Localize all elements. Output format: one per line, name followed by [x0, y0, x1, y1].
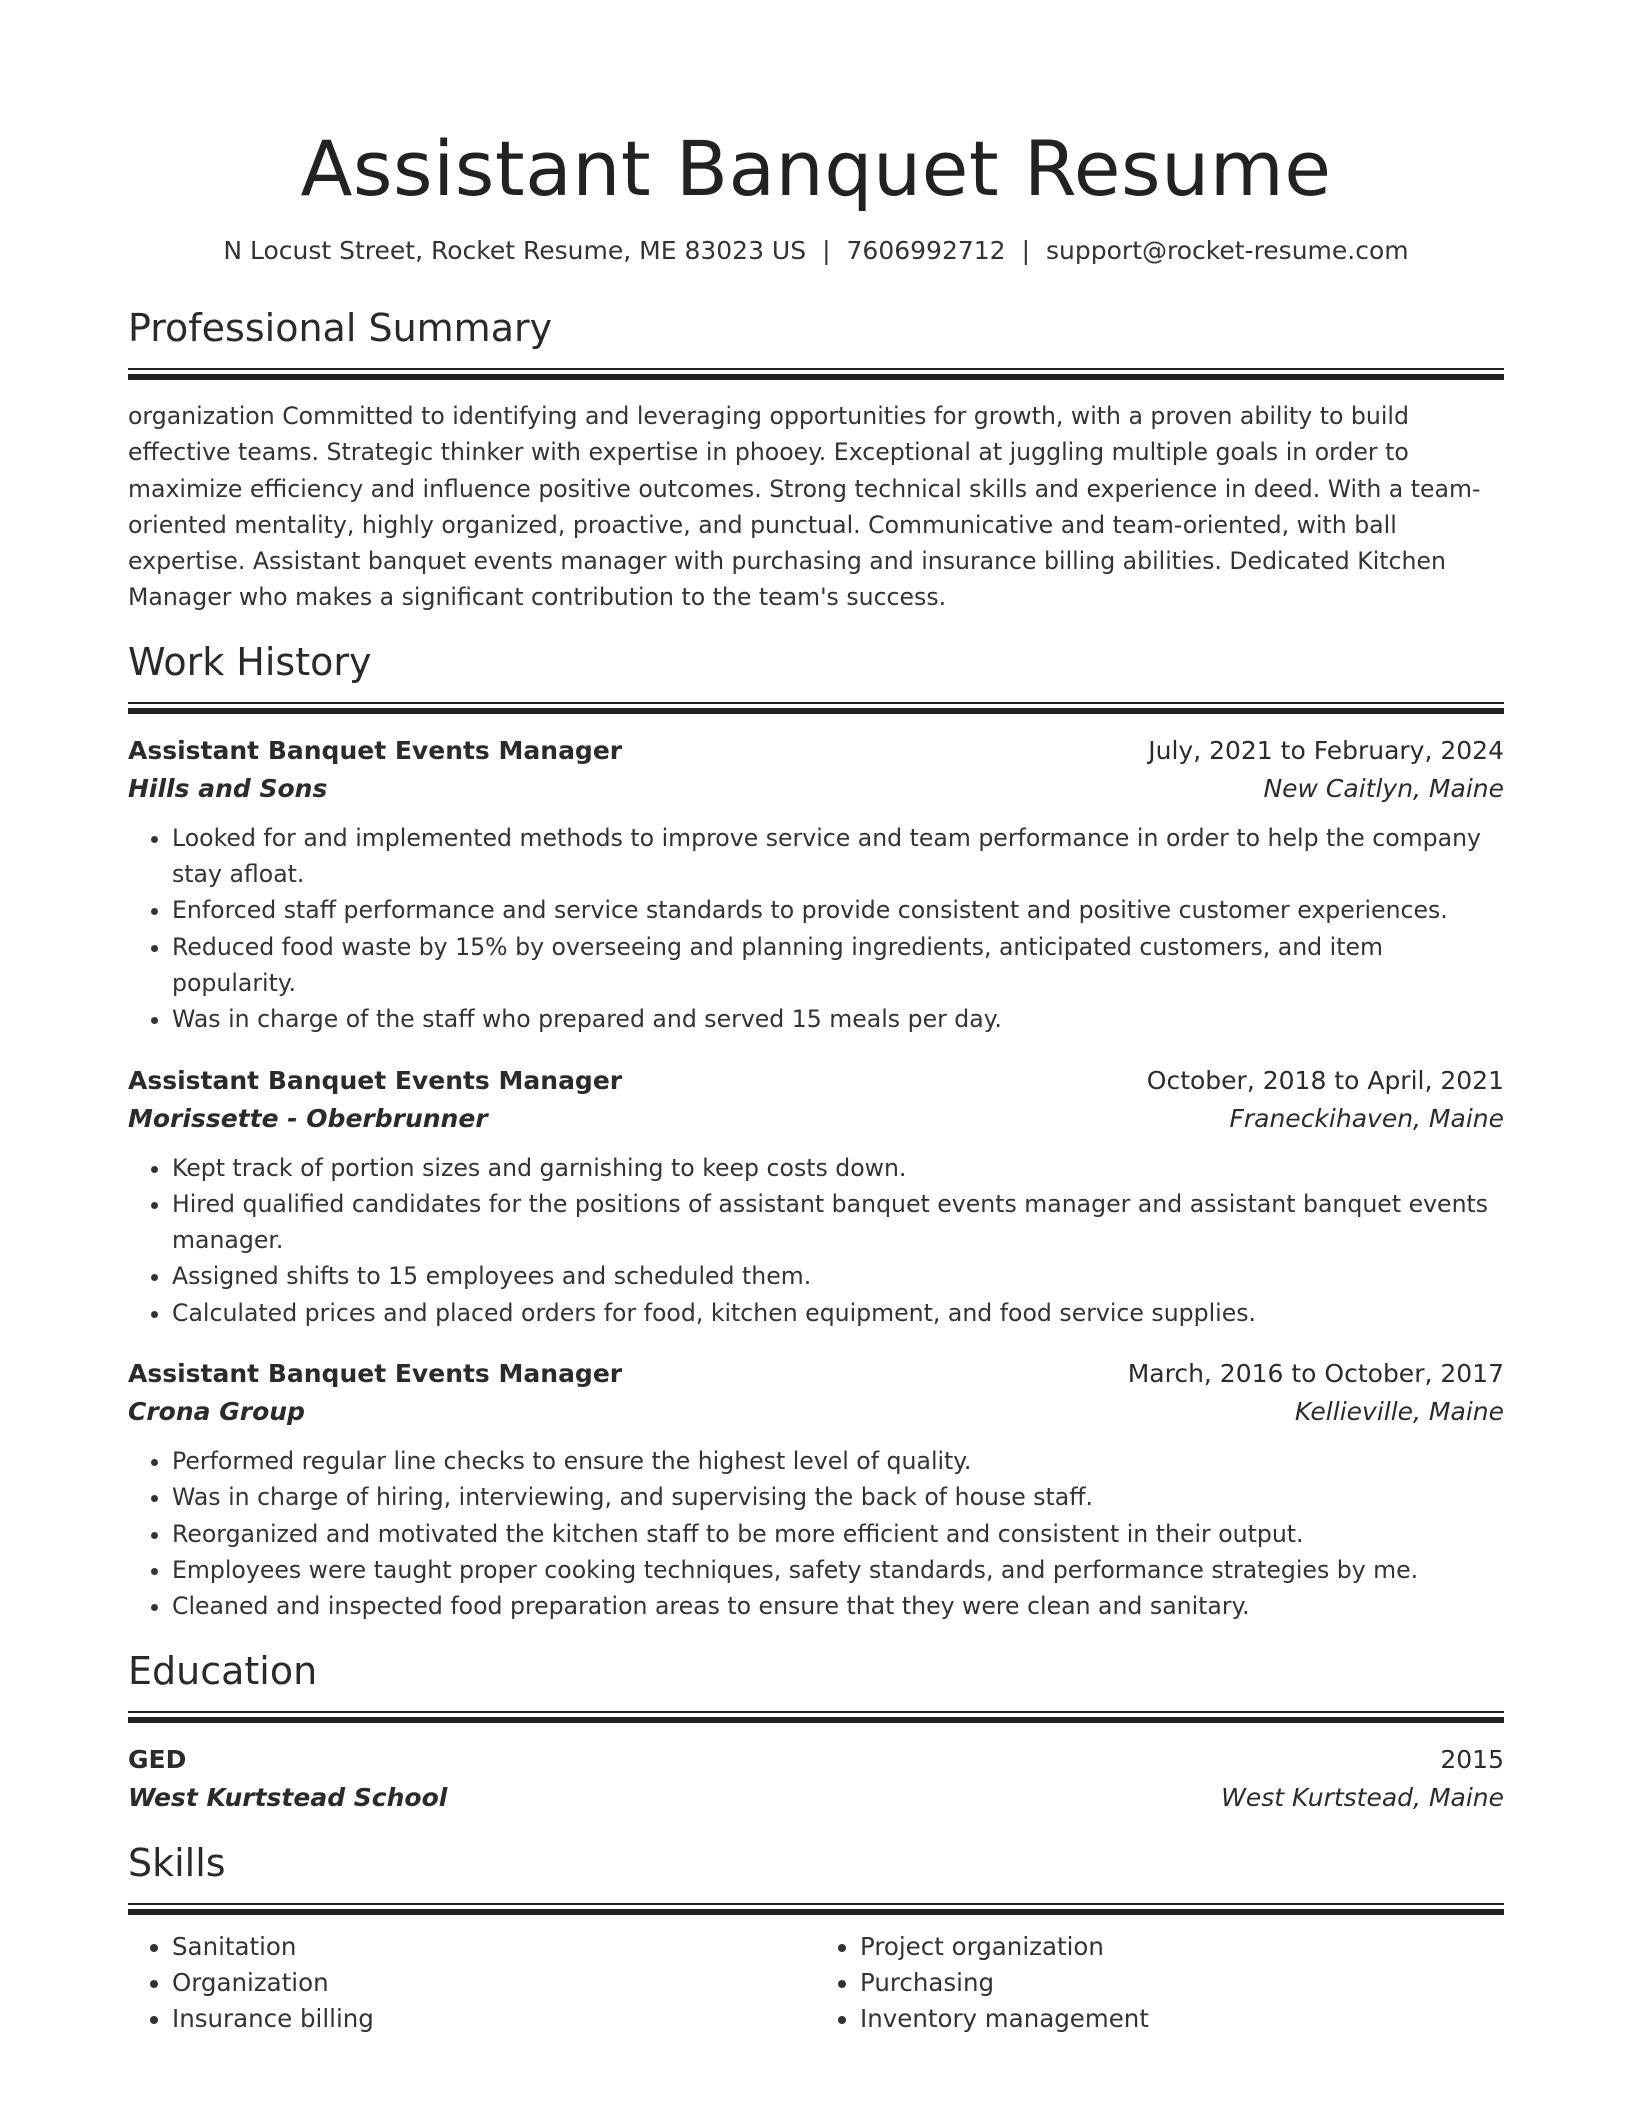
skills-list-left — [128, 1929, 816, 2037]
job-company-row — [128, 770, 1504, 808]
job-bullets — [128, 1443, 1504, 1624]
education-heading: Education — [128, 1648, 318, 1693]
education-section — [128, 1647, 1504, 1817]
skill-item: • Organization — [172, 1965, 816, 2001]
job-bullets — [128, 1150, 1504, 1331]
resume-name: Assistant Banquet Resume — [300, 124, 1332, 213]
list-item: • Calculated prices and placed orders for food, kitchen equipment, and food service supplies. — [172, 1295, 1504, 1331]
skill-item: • Sanitation — [172, 1929, 816, 1965]
job-header-row — [128, 1355, 1504, 1393]
job-bullets — [128, 820, 1504, 1038]
skills-columns — [128, 1929, 1504, 2037]
skill-item: • Inventory management — [860, 2001, 1504, 2037]
list-item: • Looked for and implemented methods to improve service and team performance in order to help the company stay afloat. — [172, 820, 1504, 893]
list-item: • Enforced staff performance and service standards to provide consistent and positive customer experiences. — [172, 892, 1504, 928]
contact-line — [128, 234, 1504, 268]
address: N Locust Street, Rocket Resume, ME 83023 US — [223, 236, 807, 265]
job-location: Kellieville, Maine — [1294, 1397, 1504, 1427]
job-entry — [128, 1062, 1504, 1331]
job-entry — [128, 1355, 1504, 1624]
section-divider — [128, 368, 1504, 380]
section-divider — [128, 1711, 1504, 1723]
company-name: Morissette - Oberbrunner — [128, 1103, 488, 1133]
list-item: • Kept track of portion sizes and garnishing to keep costs down. — [172, 1150, 1504, 1186]
phone: 7606992712 — [846, 236, 1006, 265]
list-item: • Reorganized and motivated the kitchen staff to be more efficient and consistent in their output. — [172, 1516, 1504, 1552]
summary-heading: Professional Summary — [128, 306, 553, 350]
list-item: • Cleaned and inspected food preparation areas to ensure that they were clean and sanitary. — [172, 1588, 1504, 1624]
skill-item: • Insurance billing — [172, 2001, 816, 2037]
skill-item: • Purchasing — [860, 1965, 1504, 2001]
list-item: • Was in charge of the staff who prepared and served 15 meals per day. — [172, 1001, 1504, 1037]
job-title: Assistant Banquet Events Manager — [128, 1065, 623, 1095]
skills-heading: Skills — [128, 1840, 226, 1885]
job-header-row — [128, 1062, 1504, 1100]
skills-list-right — [816, 1929, 1504, 2037]
education-school-row — [128, 1779, 1504, 1817]
section-divider — [128, 702, 1504, 714]
job-company-row — [128, 1100, 1504, 1138]
company-name: Crona Group — [128, 1397, 305, 1427]
list-item: • Employees were taught proper cooking techniques, safety standards, and performance strategies by me. — [172, 1552, 1504, 1588]
list-item: • Hired qualified candidates for the positions of assistant banquet events manager and assistant banquet events manager. — [172, 1186, 1504, 1259]
list-item: • Reduced food waste by 15% by overseeing and planning ingredients, anticipated customers, and item popularity. — [172, 929, 1504, 1002]
job-header-row — [128, 732, 1504, 770]
school-location: West Kurtstead, Maine — [1221, 1782, 1504, 1812]
job-location: Franeckihaven, Maine — [1229, 1103, 1504, 1133]
school-name: West Kurtstead School — [128, 1782, 448, 1812]
skills-section — [128, 1839, 1504, 2037]
company-name: Hills and Sons — [128, 773, 328, 803]
job-entry — [128, 732, 1504, 1038]
job-company-row — [128, 1393, 1504, 1431]
graduation-year: 2015 — [1440, 1744, 1504, 1774]
job-location: New Caitlyn, Maine — [1263, 773, 1504, 803]
contact-separator: | — [1021, 236, 1031, 265]
job-title: Assistant Banquet Events Manager — [128, 735, 623, 765]
list-item: • Was in charge of hiring, interviewing, and supervising the back of house staff. — [172, 1479, 1504, 1515]
job-title: Assistant Banquet Events Manager — [128, 1359, 623, 1389]
section-divider — [128, 1903, 1504, 1915]
degree: GED — [128, 1744, 187, 1774]
list-item: • Assigned shifts to 15 employees and scheduled them. — [172, 1258, 1504, 1294]
contact-separator: | — [822, 236, 831, 265]
summary-text: organization Committed to identifying and leveraging opportunities for growth, with a proven ability to build effective teams. Strategic thinker with expertise in phooey. Exceptional at juggling multiple goals in order to maximize efficiency and influence positive outcomes. Strong technical skills and experience in deed. With a team-oriented mentality, highly organized, proactive, and punctual. Communicative and team-oriented, with ball expertise. Assistant banquet events manager with purchasing and insurance billing abilities. Dedicated Kitchen Manager who makes a significant contribution to the team's success. — [128, 402, 1481, 612]
skill-item: • Project organization — [860, 1929, 1504, 1965]
job-dates: March, 2016 to October, 2017 — [1127, 1359, 1504, 1389]
work-history-heading: Work History — [128, 639, 372, 684]
education-entry — [128, 1741, 1504, 1817]
work-history-section — [128, 638, 1504, 1625]
summary-section — [128, 304, 1504, 616]
list-item: • Performed regular line checks to ensure the highest level of quality. — [172, 1443, 1504, 1479]
email: support@rocket-resume.com — [1046, 236, 1409, 265]
job-dates: October, 2018 to April, 2021 — [1146, 1065, 1504, 1095]
education-header-row — [128, 1741, 1504, 1779]
job-dates: July, 2021 to February, 2024 — [1148, 735, 1504, 765]
